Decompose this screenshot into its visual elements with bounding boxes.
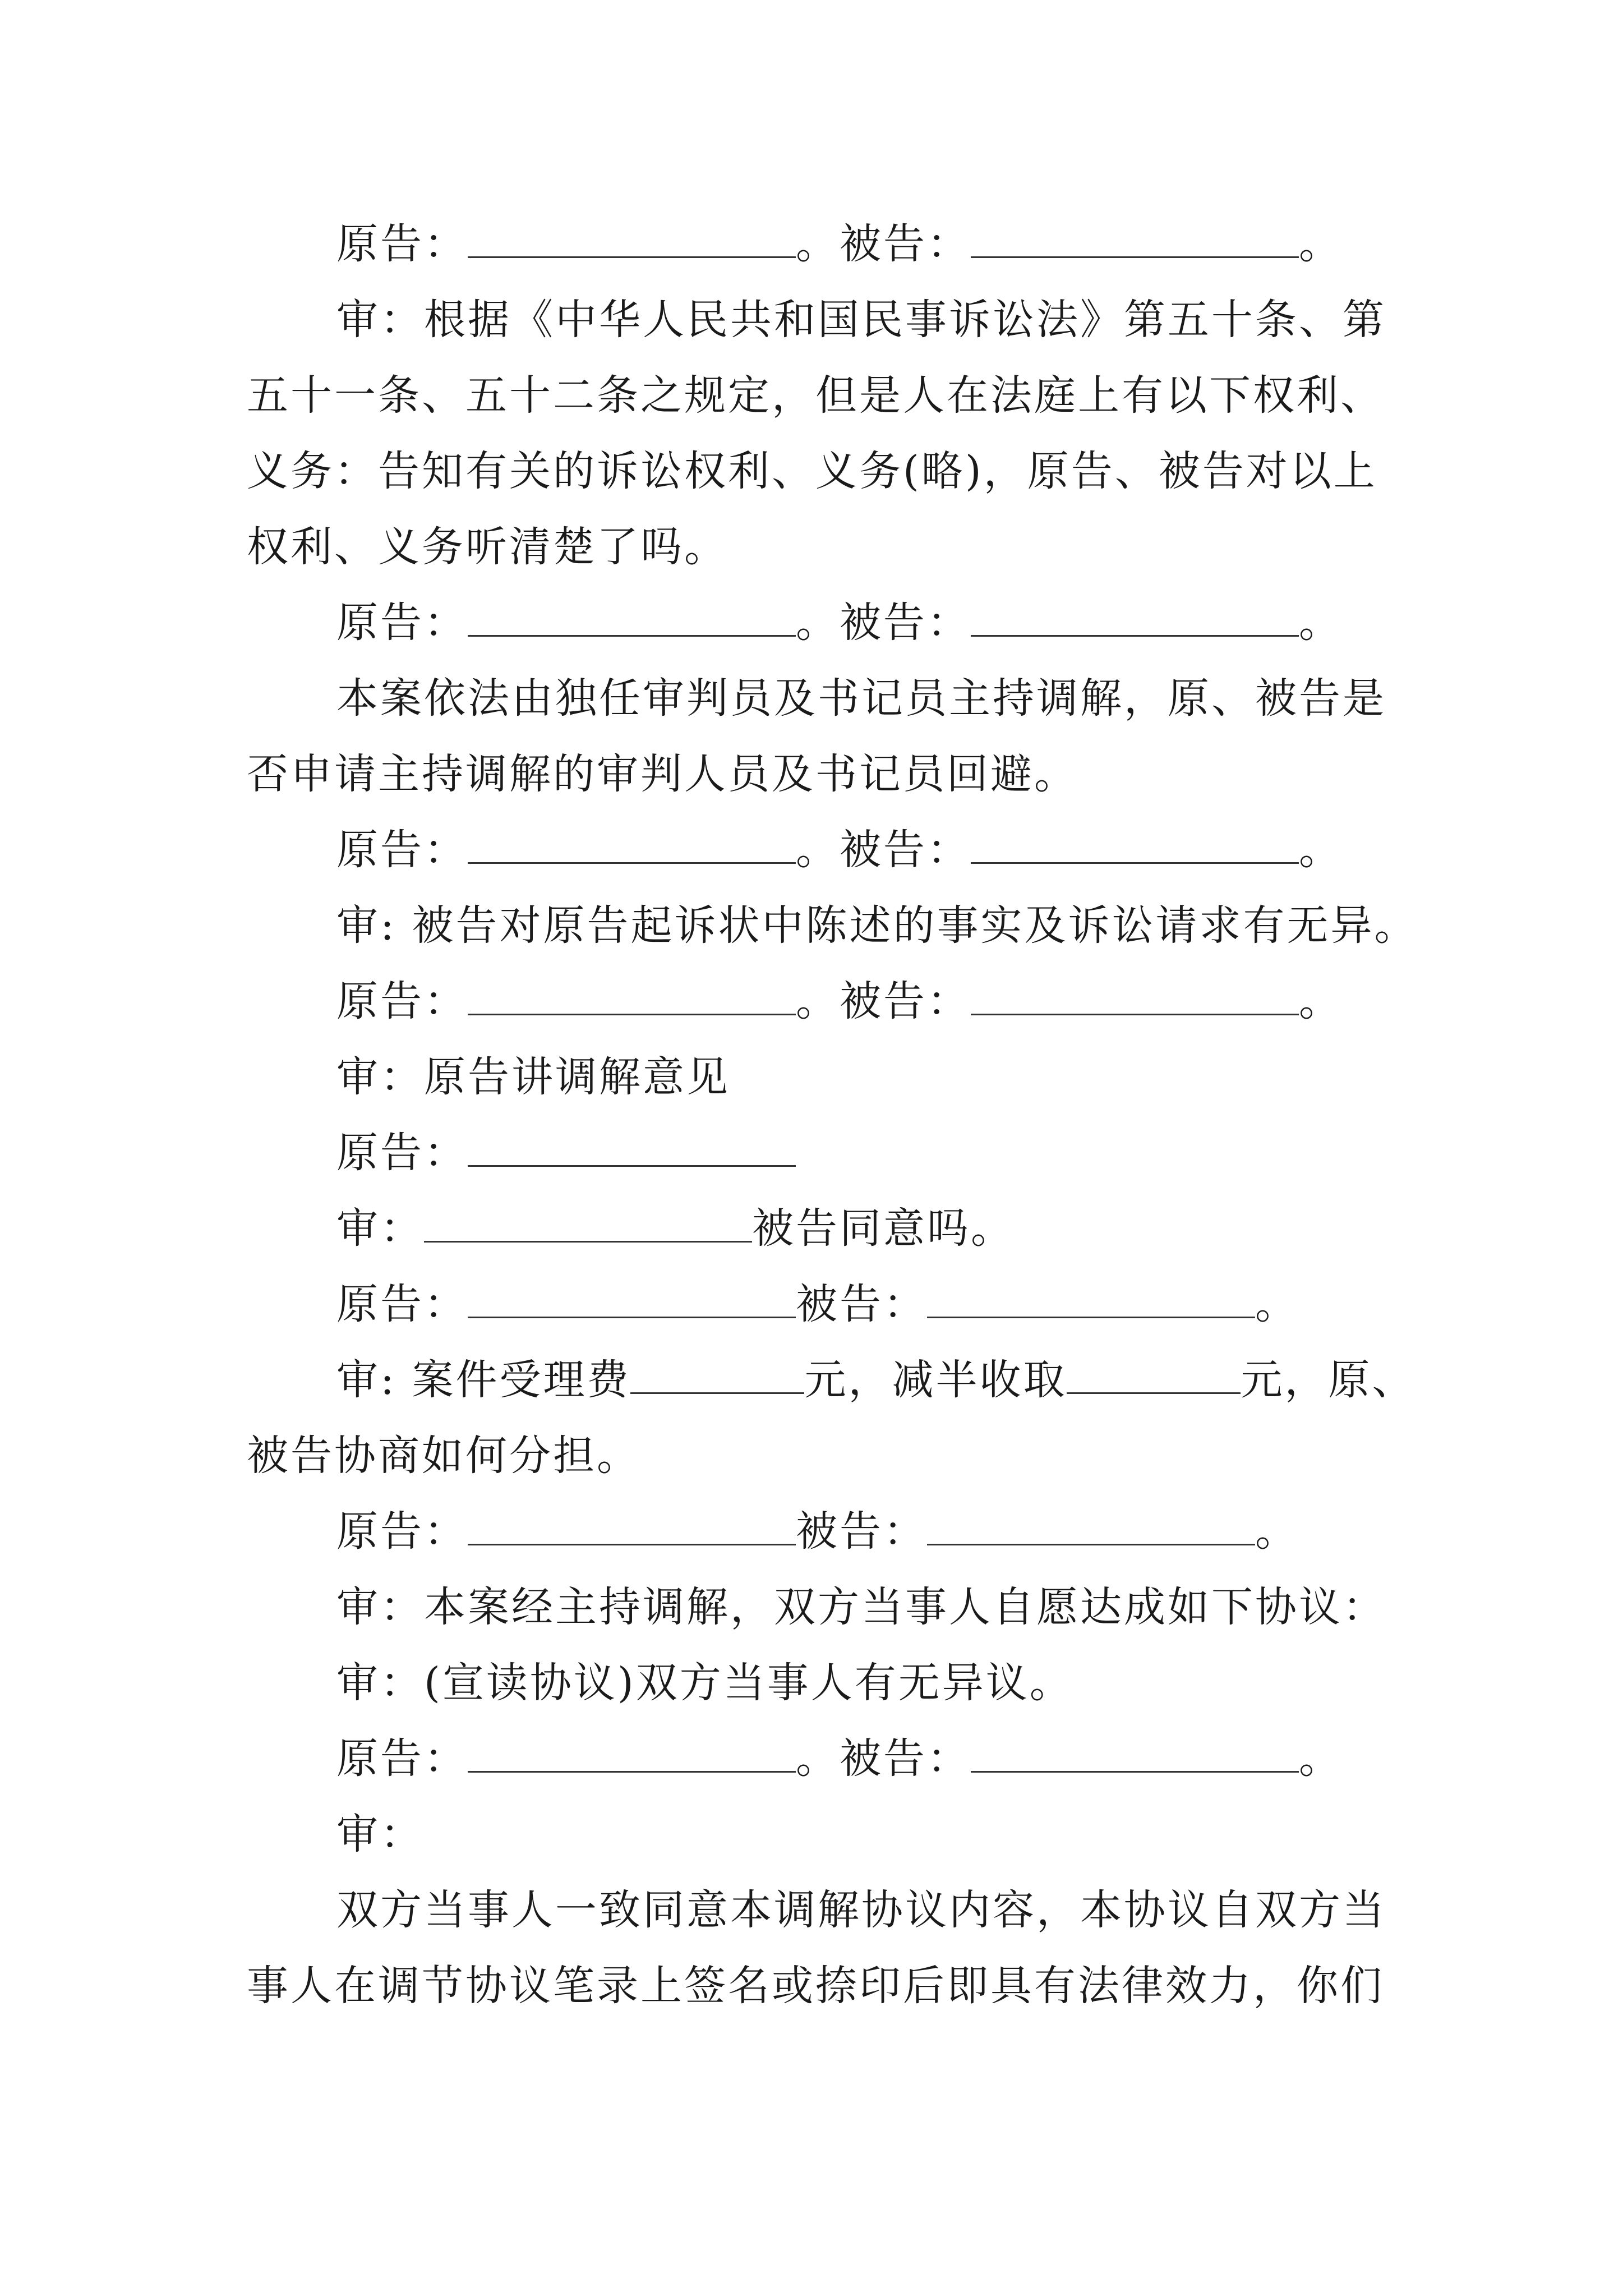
plaintiff-label: 原告：: [336, 977, 468, 1025]
defendant-label: 。被告：: [796, 1734, 971, 1783]
plaintiff-label: 原告：: [336, 1507, 468, 1556]
plaintiff-answer-blank[interactable]: [468, 1737, 796, 1773]
line-end: 。: [1299, 220, 1343, 268]
line-end: 。: [1255, 1280, 1299, 1328]
defendant-answer-blank[interactable]: [971, 601, 1299, 637]
defendant-label: 。被告：: [796, 599, 971, 647]
defendant-label: 。被告：: [796, 826, 971, 874]
plaintiff-answer-blank[interactable]: [468, 223, 796, 258]
defendant-label: 被告：: [796, 1280, 927, 1328]
plaintiff-label: 原告：: [336, 826, 468, 874]
paragraph-line: 审：: [336, 1810, 424, 1858]
defendant-answer-blank[interactable]: [971, 1737, 1299, 1773]
exchange-line-1: [336, 210, 1503, 278]
exchange-line-5: [336, 1119, 1503, 1186]
fee-line-end: 元，原、: [1241, 1356, 1416, 1404]
paragraph-line: 审：根据《中华人民共和国民事诉讼法》第五十条、第: [336, 296, 1386, 344]
paragraph-line: 事人在调节协议笔录上签名或捺印后即具有法律效力，你们: [247, 1962, 1384, 2010]
plaintiff-label: 原告：: [336, 1129, 468, 1177]
defendant-answer-blank[interactable]: [971, 829, 1299, 864]
line-end: 。: [1299, 977, 1343, 1025]
defendant-answer-blank[interactable]: [971, 223, 1299, 258]
judge-question: 被告同意吗。: [752, 1204, 1015, 1253]
exchange-line-8: [336, 1498, 1503, 1565]
defendant-label: 被告：: [796, 1507, 927, 1556]
plaintiff-answer-blank[interactable]: [468, 980, 796, 1015]
exchange-line-2: [336, 589, 1503, 656]
paragraph-line: 义务：告知有关的诉讼权利、义务(略)，原告、被告对以上: [247, 447, 1377, 495]
plaintiff-answer-blank[interactable]: [468, 1131, 796, 1167]
half-fee-label: 元，减半收取: [804, 1356, 1067, 1404]
line-end: 。: [1255, 1507, 1299, 1556]
plaintiff-answer-blank[interactable]: [468, 829, 796, 864]
plaintiff-answer-blank[interactable]: [468, 1510, 796, 1545]
exchange-line-3: [336, 816, 1503, 884]
exchange-line-6: [336, 1195, 1503, 1262]
defendant-label: 。被告：: [796, 977, 971, 1025]
paragraph-line: 否申请主持调解的审判人员及书记员回避。: [247, 750, 1078, 798]
line-end: 。: [1299, 826, 1343, 874]
plaintiff-label: 原告：: [336, 220, 468, 268]
half-fee-amount-blank[interactable]: [1067, 1359, 1241, 1394]
plaintiff-answer-blank[interactable]: [468, 1283, 796, 1318]
plaintiff-label: 原告：: [336, 1280, 468, 1328]
paragraph-line: 审: 被告对原告起诉状中陈述的事实及诉讼请求有无异。: [336, 901, 1418, 950]
paragraph-line: 五十一条、五十二条之规定，但是人在法庭上有以下权利、: [247, 371, 1384, 420]
paragraph-line: 审：(宣读协议)双方当事人有无异议。: [336, 1659, 1073, 1707]
exchange-line-7: [336, 1271, 1503, 1338]
paragraph-line: 审：本案经主持调解，双方当事人自愿达成如下协议：: [336, 1583, 1386, 1631]
paragraph-line: 被告协商如何分担。: [247, 1432, 640, 1480]
fee-amount-blank[interactable]: [630, 1359, 804, 1394]
defendant-label: 。被告：: [796, 220, 971, 268]
line-end: 。: [1299, 1734, 1343, 1783]
defendant-answer-blank[interactable]: [927, 1510, 1255, 1545]
paragraph-line: 本案依法由独任审判员及书记员主持调解，原、被告是: [336, 674, 1386, 723]
paragraph-line: 权利、义务听清楚了吗。: [247, 523, 728, 571]
defendant-answer-blank[interactable]: [927, 1283, 1255, 1318]
plaintiff-label: 原告：: [336, 599, 468, 647]
plaintiff-label: 原告：: [336, 1734, 468, 1783]
line-end: 。: [1299, 599, 1343, 647]
paragraph-line: 审：原告讲调解意见: [336, 1053, 730, 1101]
exchange-line-4: [336, 968, 1503, 1035]
judge-statement-blank[interactable]: [424, 1207, 752, 1243]
judge-label: 审：: [336, 1204, 424, 1253]
exchange-line-9: [336, 1725, 1503, 1792]
plaintiff-answer-blank[interactable]: [468, 601, 796, 637]
fee-label: 审: 案件受理费: [336, 1356, 631, 1404]
defendant-answer-blank[interactable]: [971, 980, 1299, 1015]
fee-line: [336, 1346, 1503, 1414]
paragraph-line: 双方当事人一致同意本调解协议内容，本协议自双方当: [336, 1886, 1386, 1934]
